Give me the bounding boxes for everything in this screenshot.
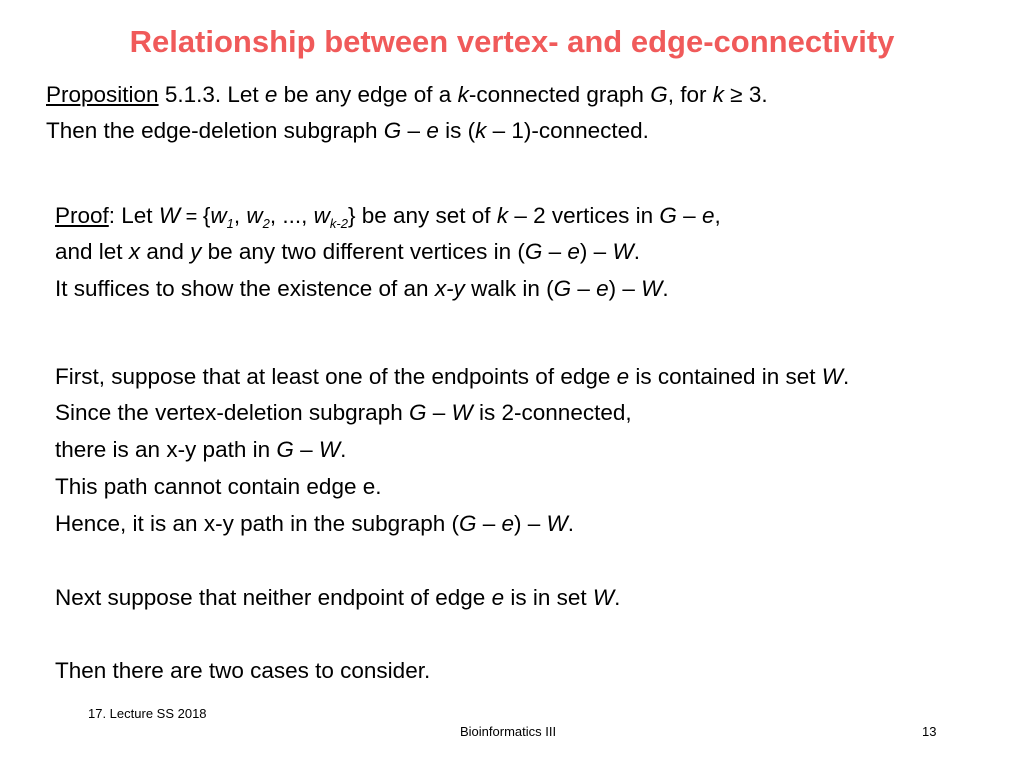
proposition-line-2: Then the edge-deletion subgraph G – e is (k – 1)-connected. [46,118,649,143]
case1-line-5: Hence, it is an x-y path in the subgraph (G – e) – W. [55,511,575,536]
case1-line-2: Since the vertex-deletion subgraph G – W is 2-connected, [55,400,632,425]
footer-lecture: 17. Lecture SS 2018 [88,706,207,721]
slide-title: Relationship between vertex- and edge-connectivity [129,24,895,59]
page-number: 13 [922,724,937,739]
proposition-label: Proposition [46,82,159,107]
case1-line-3: there is an x-y path in G – W. [55,437,347,462]
proof-line-3: It suffices to show the existence of an x-y walk in (G – e) – W. [55,276,669,301]
footer-course: Bioinformatics III [460,724,557,739]
case2-line-2: Then there are two cases to consider. [55,658,431,683]
case2-line-1: Next suppose that neither endpoint of edge e is in set W. [55,585,621,610]
proof-line-1: Proof: Let $W = \{w_1$, $w_2$, ..., $w_{k-2}$} be any set of k – 2 vertices in G – e, [55,203,721,231]
proposition-line-1: Proposition 5.1.3. Let e be any edge of a k-connected graph G, for k ≥ 3. [46,82,768,107]
case1-line-4: This path cannot contain edge e. [55,474,382,499]
proof-label: Proof [55,203,109,228]
proof-line-2: and let x and y be any two different vertices in (G – e) – W. [55,239,640,264]
case1-line-1: First, suppose that at least one of the endpoints of edge e is contained in set W. [55,364,850,389]
